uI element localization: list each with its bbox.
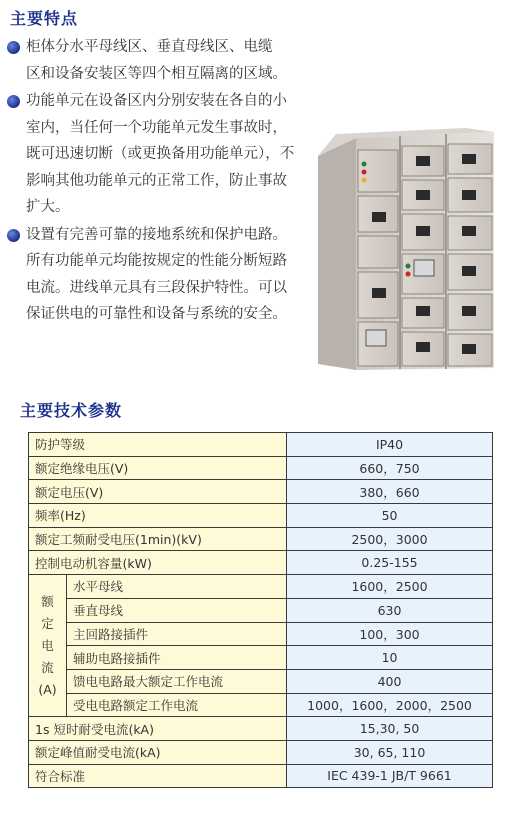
spec-value: 1000，1600，2000，2500 [287,693,493,717]
group-label-char: 流 [41,659,54,675]
feature-line: 柜体分水平母线区、垂直母线区、电缆 [26,39,273,55]
spec-value: IP40 [287,433,493,457]
table-row [29,551,493,575]
group-label-char: 电 [41,637,54,653]
features-heading: 主要特点 [10,9,79,28]
table-row [29,456,493,480]
table-row [29,717,493,741]
spec-value: 0.25-155 [287,551,493,575]
spec-label: 额定绝缘电压(V) [29,456,287,480]
table-row [29,740,493,764]
spec-value: 15,30, 50 [287,717,493,741]
spec-value: 10 [287,646,493,670]
spec-label: 额定电压(V) [29,480,287,504]
switchgear-cabinet-image [316,120,496,376]
feature-line: 保证供电的可靠性和设备与系统的安全。 [26,306,287,322]
bullet-icon [7,95,20,108]
feature-line: 电流。进线单元具有三段保护特性。可以 [26,279,287,296]
group-label-char: 额 [41,593,54,609]
spec-value: 630 [287,598,493,622]
spec-value: 660，750 [287,456,493,480]
table-row [29,527,493,551]
spec-label: 额定峰值耐受电流(kA) [29,740,287,764]
table-row [29,504,493,528]
spec-value: IEC 439-1 JB/T 9661 [287,764,493,788]
spec-label: 辅助电路接插件 [67,646,287,670]
spec-label: 馈电电路最大额定工作电流 [67,669,287,693]
table-row [29,764,493,788]
bullet-icon [7,229,20,242]
feature-line: 扩大。 [26,199,70,215]
spec-label: 额定工频耐受电压(1min)(kV) [29,527,287,551]
spec-label: 频率(Hz) [29,504,287,528]
table-row [29,480,493,504]
table-row [29,693,493,717]
spec-value: 380，660 [287,480,493,504]
spec-value: 400 [287,669,493,693]
table-row [29,622,493,646]
table-row [29,575,493,599]
group-label-char: (A) [38,681,57,697]
table-row [29,646,493,670]
spec-label: 符合标准 [29,764,287,788]
spec-label: 水平母线 [67,575,287,599]
bullet-icon [7,41,20,54]
spec-value: 100，300 [287,622,493,646]
spec-label: 防护等级 [29,433,287,457]
feature-line: 所有功能单元均能按规定的性能分断短路 [26,253,287,269]
feature-item [6,88,330,221]
spec-label: 受电电路额定工作电流 [67,693,287,717]
table-row [29,669,493,693]
spec-label: 垂直母线 [67,598,287,622]
feature-line: 既可迅速切断（或更换备用功能单元），不 [26,146,295,162]
spec-value: 30, 65, 110 [287,740,493,764]
spec-value: 2500，3000 [287,527,493,551]
rated-current-group-label [29,575,67,717]
spec-label: 控制电动机容量(kW) [29,551,287,575]
feature-line: 室内，当任何一个功能单元发生事故时， [26,119,287,136]
feature-line: 设置有完善可靠的接地系统和保护电路。 [26,226,287,243]
feature-line: 影响其他功能单元的正常工作，防止事故 [26,172,287,189]
spec-table [28,432,493,788]
spec-value: 1600，2500 [287,575,493,599]
spec-label: 主回路接插件 [67,622,287,646]
feature-line: 功能单元在设备区内分别安装在各自的小 [26,93,287,109]
feature-item [6,34,330,87]
feature-line: 区和设备安装区等四个相互隔离的区域。 [26,65,287,82]
group-label-char: 定 [41,615,54,631]
features-list [6,34,330,329]
spec-label: 1s 短时耐受电流(kA) [29,717,287,741]
table-row [29,433,493,457]
table-row [29,598,493,622]
feature-item [6,222,330,328]
specs-heading: 主要技术参数 [20,401,123,420]
spec-value: 50 [287,504,493,528]
